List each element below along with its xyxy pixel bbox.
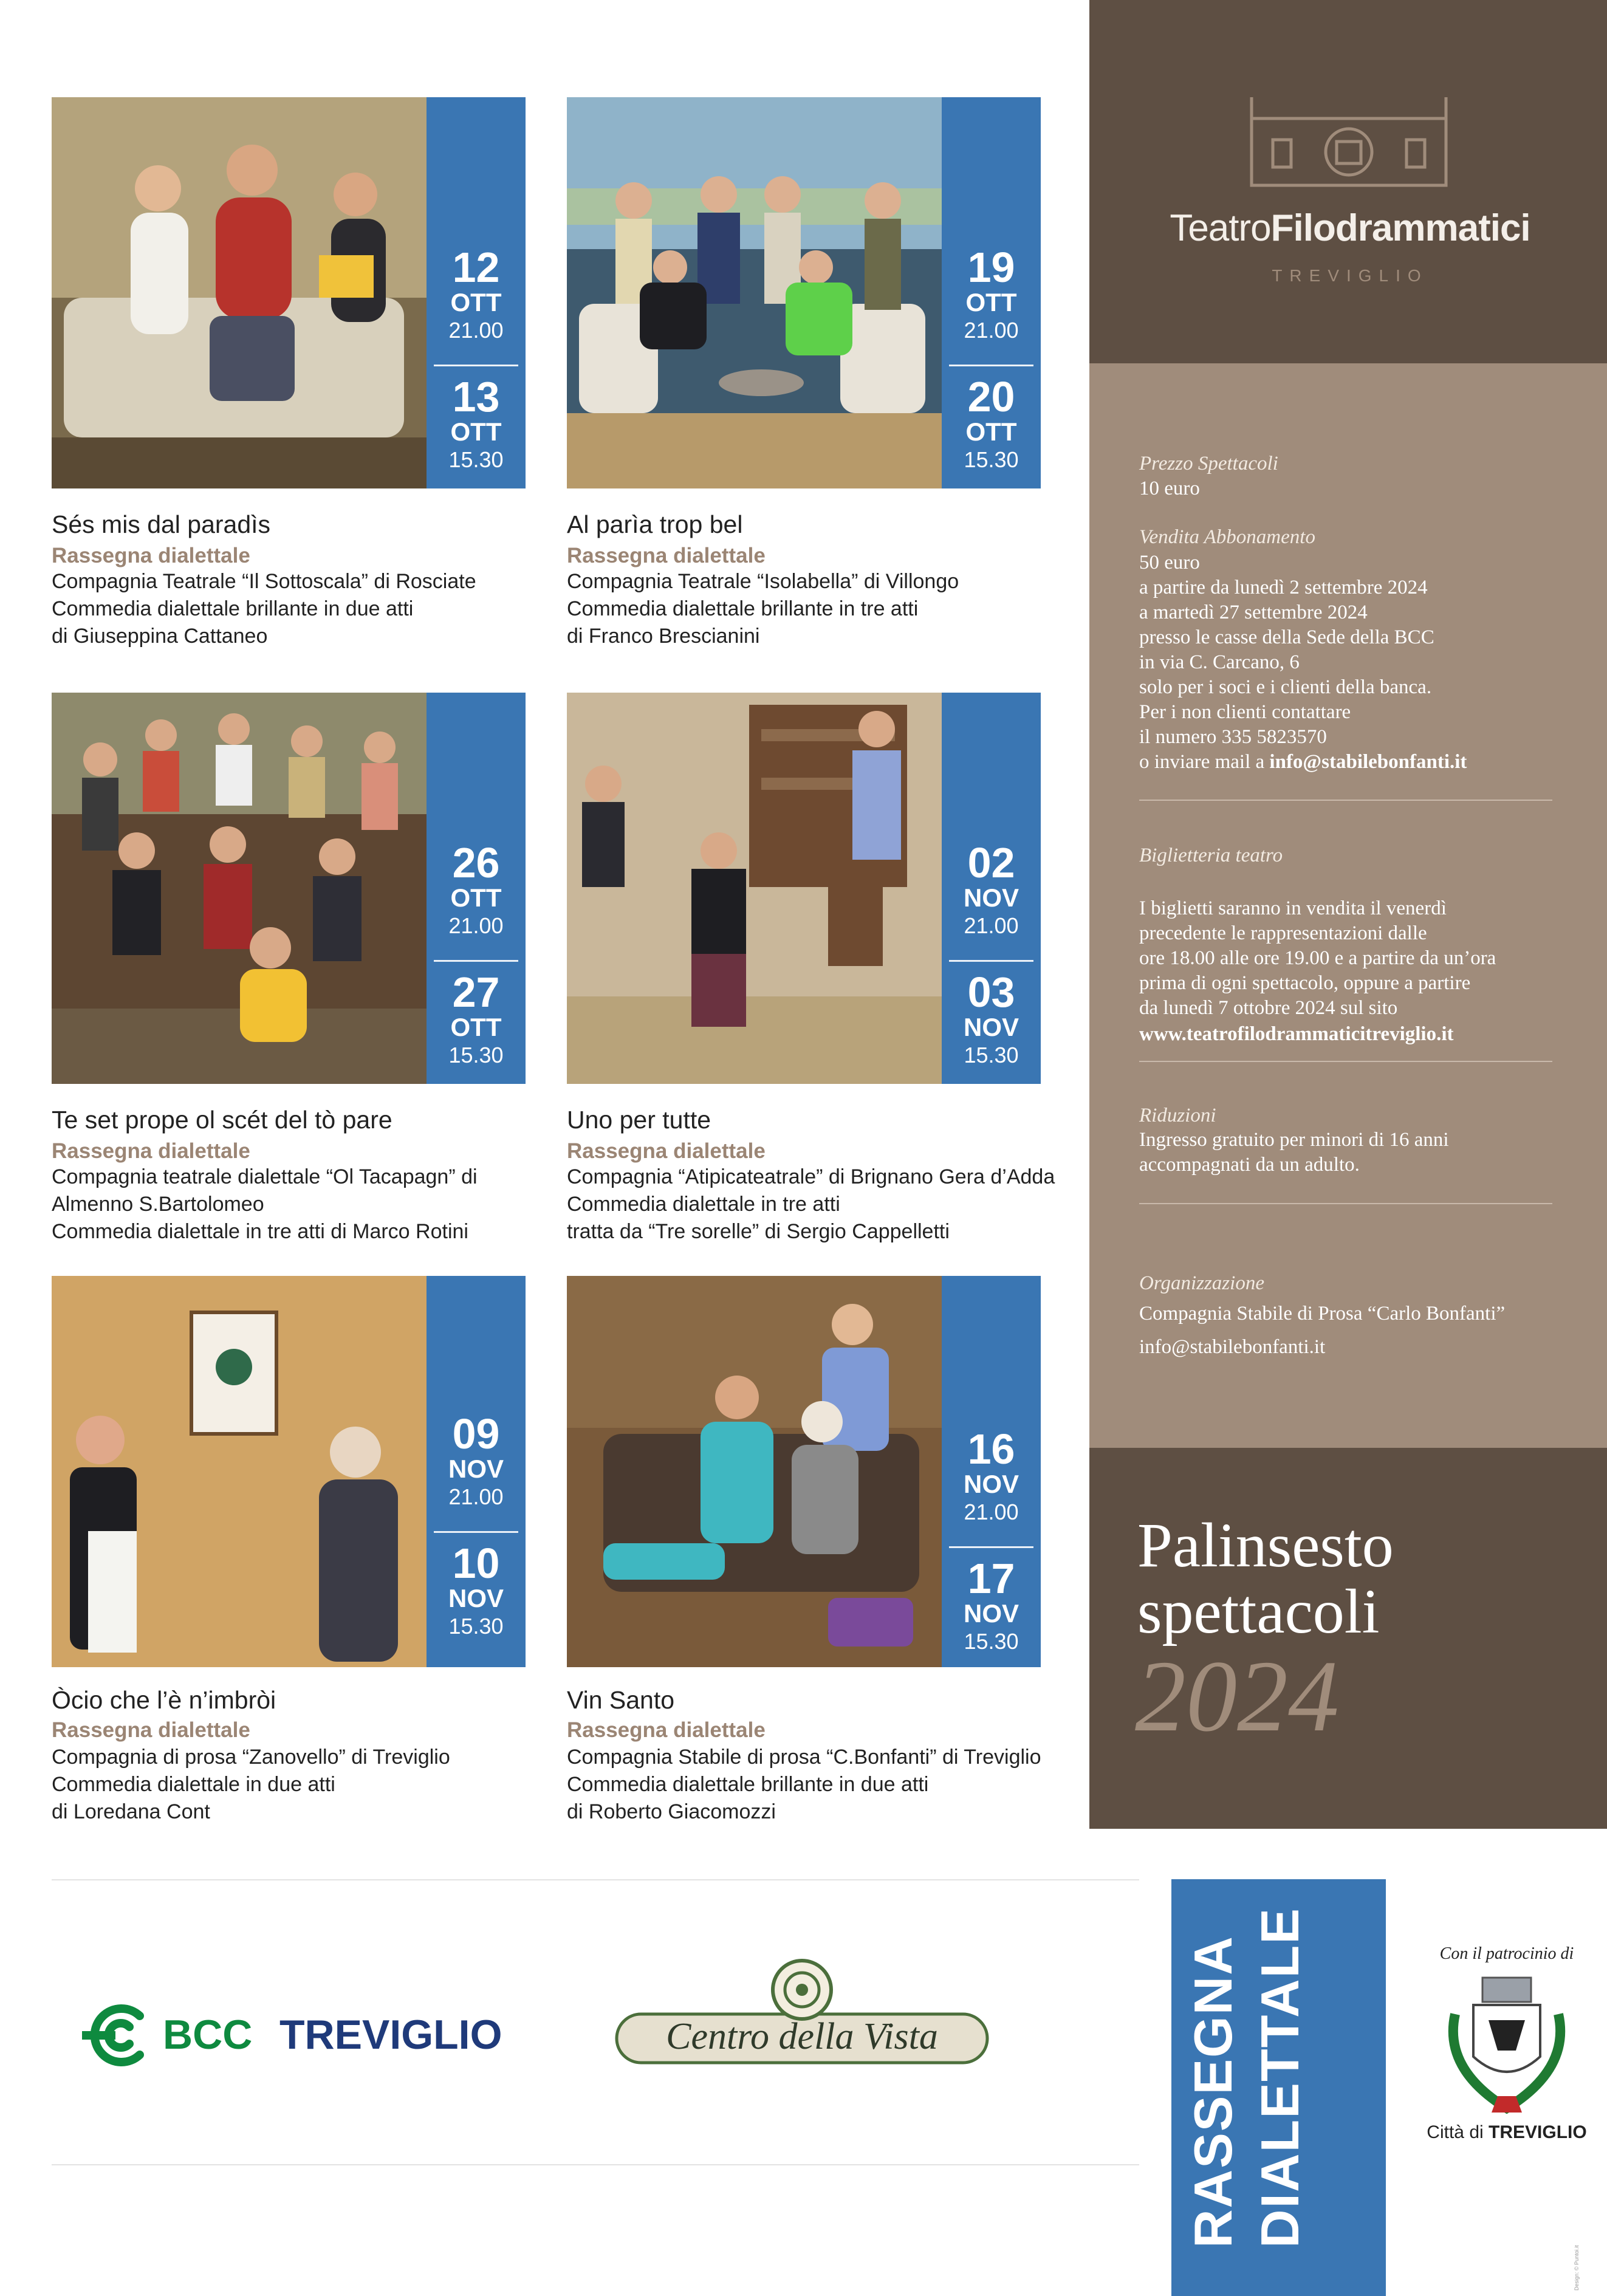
divider bbox=[1139, 800, 1552, 801]
subscription-line: solo per i soci e i clienti della banca. bbox=[1139, 676, 1432, 698]
theatre-name-light: Teatro bbox=[1170, 207, 1271, 249]
reductions-line: accompagnati da un adulto. bbox=[1139, 1154, 1360, 1176]
theatre-name-bold: Filodrammatici bbox=[1270, 207, 1530, 249]
subscription-line: a partire da lunedì 2 settembre 2024 bbox=[1139, 577, 1428, 598]
event-photo bbox=[567, 97, 942, 488]
event-genre: Commedia dialettale brillante in due atti bbox=[52, 597, 414, 620]
event-card[interactable] bbox=[52, 693, 526, 1264]
patronage-city bbox=[1416, 2122, 1598, 2143]
theatre-city: TREVIGLIO bbox=[1272, 266, 1428, 285]
date-time: 21.00 bbox=[448, 318, 504, 343]
event-company: Compagnia “Atipicateatrale” di Brignano Gera d’Adda bbox=[567, 1165, 1055, 1188]
event-company: Compagnia di prosa “Zanovello” di Treviglio bbox=[52, 1746, 450, 1769]
date-day: 03 bbox=[967, 968, 1015, 1016]
event-author: di Roberto Giacomozzi bbox=[567, 1800, 776, 1823]
date-time: 21.00 bbox=[964, 1499, 1019, 1524]
event-category: Rassegna dialettale bbox=[567, 1139, 766, 1163]
date-time: 15.30 bbox=[448, 1043, 504, 1067]
reductions-line: Ingresso gratuito per minori di 16 anni bbox=[1139, 1129, 1449, 1151]
banner-line2: DIALETTALE bbox=[1250, 1907, 1310, 2248]
date-divider bbox=[434, 365, 518, 366]
subscription-line: 50 euro bbox=[1139, 552, 1200, 574]
event-author: di Giuseppina Cattaneo bbox=[52, 625, 268, 648]
banner-line1: RASSEGNA bbox=[1183, 1935, 1243, 2248]
date-day: 12 bbox=[452, 244, 500, 291]
event-author: tratta da “Tre sorelle” di Sergio Cappelletti bbox=[567, 1220, 950, 1243]
box-office-heading: Biglietteria teatro bbox=[1139, 845, 1283, 866]
footer-rule-bottom bbox=[52, 2164, 1139, 2165]
event-title: Uno per tutte bbox=[567, 1106, 711, 1134]
date-day: 10 bbox=[452, 1540, 500, 1587]
date-month: NOV bbox=[963, 883, 1019, 912]
date-time: 15.30 bbox=[964, 447, 1019, 472]
divider bbox=[1139, 1203, 1552, 1204]
date-month: NOV bbox=[448, 1455, 504, 1483]
date-month: NOV bbox=[963, 1013, 1019, 1041]
date-month: NOV bbox=[963, 1470, 1019, 1498]
event-dates bbox=[427, 1276, 526, 1667]
subscription-heading: Vendita Abbonamento bbox=[1139, 526, 1315, 548]
event-company: Compagnia Stabile di prosa “C.Bonfanti” di Treviglio bbox=[567, 1746, 1041, 1769]
organization-name: Compagnia Stabile di Prosa “Carlo Bonfanti” bbox=[1139, 1303, 1506, 1324]
event-photo bbox=[52, 97, 427, 488]
box-office-line: I biglietti saranno in vendita il venerdì bbox=[1139, 897, 1447, 919]
event-author: di Franco Brescianini bbox=[567, 625, 760, 648]
organization-heading: Organizzazione bbox=[1139, 1272, 1264, 1294]
event-card[interactable] bbox=[52, 97, 526, 668]
date-time: 21.00 bbox=[964, 913, 1019, 938]
program-year: 2024 bbox=[1135, 1640, 1339, 1753]
city-coat-of-arms-icon bbox=[1431, 1972, 1583, 2117]
event-company-place: Almenno S.Bartolomeo bbox=[52, 1193, 264, 1216]
subscription-mail-prefix: o inviare mail a bbox=[1139, 751, 1270, 773]
date-time: 15.30 bbox=[448, 1614, 504, 1639]
subscription-line: presso le casse della Sede della BCC bbox=[1139, 626, 1434, 648]
date-divider bbox=[434, 960, 518, 962]
box-office-website-link[interactable]: www.teatrofilodrammaticitreviglio.it bbox=[1139, 1023, 1454, 1045]
event-genre: Commedia dialettale in due atti bbox=[52, 1773, 335, 1796]
event-card[interactable] bbox=[567, 97, 1041, 668]
date-day: 26 bbox=[452, 839, 500, 886]
subscription-line: Per i non clienti contattare bbox=[1139, 701, 1351, 723]
subscription-line: a martedì 27 settembre 2024 bbox=[1139, 601, 1368, 623]
subscription-mail-line bbox=[1139, 750, 1467, 775]
footer-rule-top bbox=[52, 1879, 1139, 1880]
date-divider bbox=[949, 960, 1033, 962]
subscription-line: in via C. Carcano, 6 bbox=[1139, 651, 1300, 673]
date-day: 20 bbox=[967, 373, 1015, 420]
event-category: Rassegna dialettale bbox=[52, 544, 250, 567]
event-dates bbox=[942, 1276, 1041, 1667]
program-title-line1: Palinsesto bbox=[1137, 1510, 1394, 1580]
event-photo bbox=[52, 1276, 427, 1667]
date-time: 21.00 bbox=[448, 913, 504, 938]
date-month: OTT bbox=[450, 883, 502, 912]
organization-email[interactable]: info@stabilebonfanti.it bbox=[1139, 1336, 1326, 1358]
patronage-label: Con il patrocinio di bbox=[1439, 1944, 1574, 1963]
event-title: Vin Santo bbox=[567, 1686, 675, 1714]
event-dates bbox=[427, 693, 526, 1084]
date-divider bbox=[434, 1531, 518, 1533]
event-genre: Commedia dialettale brillante in due atti bbox=[567, 1773, 929, 1796]
event-company: Compagnia Teatrale “Il Sottoscala” di Rosciate bbox=[52, 570, 476, 593]
price-value: 10 euro bbox=[1139, 478, 1200, 499]
date-day: 16 bbox=[967, 1425, 1015, 1473]
date-time: 21.00 bbox=[964, 318, 1019, 343]
date-day: 17 bbox=[967, 1555, 1015, 1602]
box-office-line: precedente le rappresentazioni dalle bbox=[1139, 922, 1427, 944]
event-author: di Loredana Cont bbox=[52, 1800, 210, 1823]
bcc-logo-icon bbox=[82, 1999, 155, 2072]
theatre-name bbox=[1153, 207, 1547, 250]
event-photo bbox=[52, 693, 427, 1084]
event-company: Compagnia Teatrale “Isolabella” di Villongo bbox=[567, 570, 959, 593]
date-month: OTT bbox=[450, 1013, 502, 1041]
event-category: Rassegna dialettale bbox=[52, 1139, 250, 1163]
event-title: Te set prope ol scét del tò pare bbox=[52, 1106, 392, 1134]
box-office-line: ore 18.00 alle ore 19.00 e a partire da un’ora bbox=[1139, 947, 1496, 969]
date-month: OTT bbox=[965, 417, 1017, 446]
date-divider bbox=[949, 365, 1033, 366]
date-month: NOV bbox=[448, 1584, 504, 1612]
event-title: Òcio che l’è n’imbròi bbox=[52, 1686, 276, 1714]
box-office-line: da lunedì 7 ottobre 2024 sul sito bbox=[1139, 997, 1398, 1019]
program-title-line2: spettacoli bbox=[1137, 1577, 1380, 1647]
bcc-logo-text: BCC bbox=[163, 2012, 253, 2058]
design-credit: Design: © Puntoi.it bbox=[1574, 2245, 1580, 2291]
date-month: OTT bbox=[450, 288, 502, 317]
event-genre: Commedia dialettale brillante in tre atti bbox=[567, 597, 919, 620]
event-card[interactable] bbox=[567, 693, 1055, 1264]
reductions-heading: Riduzioni bbox=[1139, 1105, 1216, 1126]
event-card[interactable] bbox=[567, 1276, 1041, 1847]
theatre-building-icon bbox=[1249, 94, 1449, 191]
event-category: Rassegna dialettale bbox=[567, 1718, 766, 1742]
event-card[interactable] bbox=[52, 1276, 526, 1847]
event-photo bbox=[567, 1276, 942, 1667]
date-time: 15.30 bbox=[448, 447, 504, 472]
date-time: 15.30 bbox=[964, 1629, 1019, 1654]
event-dates bbox=[427, 97, 526, 488]
date-day: 02 bbox=[967, 839, 1015, 886]
event-title: Al parìa trop bel bbox=[567, 510, 743, 538]
date-day: 27 bbox=[452, 968, 500, 1016]
event-genre: Commedia dialettale in tre atti bbox=[567, 1193, 840, 1216]
event-photo bbox=[567, 693, 942, 1084]
date-day: 13 bbox=[452, 373, 500, 420]
bcc-treviglio-text: TREVIGLIO bbox=[279, 2012, 502, 2058]
price-heading: Prezzo Spettacoli bbox=[1139, 453, 1278, 475]
date-time: 21.00 bbox=[448, 1484, 504, 1509]
patronage-city-name: TREVIGLIO bbox=[1489, 2122, 1587, 2142]
date-month: OTT bbox=[450, 417, 502, 446]
divider bbox=[1139, 1061, 1552, 1062]
date-month: OTT bbox=[965, 288, 1017, 317]
event-category: Rassegna dialettale bbox=[52, 1718, 250, 1742]
date-day: 19 bbox=[967, 244, 1015, 291]
subscription-phone: il numero 335 5823570 bbox=[1139, 726, 1327, 748]
event-dates bbox=[942, 693, 1041, 1084]
date-time: 15.30 bbox=[964, 1043, 1019, 1067]
date-day: 09 bbox=[452, 1410, 500, 1458]
event-genre: Commedia dialettale in tre atti di Marco Rotini bbox=[52, 1220, 468, 1243]
event-title: Sés mis dal paradìs bbox=[52, 510, 271, 538]
centro-vista-logo-text: Centro della Vista bbox=[666, 2016, 938, 2057]
event-dates bbox=[942, 97, 1041, 488]
event-category: Rassegna dialettale bbox=[567, 544, 766, 567]
subscription-mail-link[interactable]: info@stabilebonfanti.it bbox=[1269, 751, 1467, 773]
box-office-line: prima di ogni spettacolo, oppure a partire bbox=[1139, 972, 1471, 994]
patronage-city-prefix: Città di bbox=[1427, 2122, 1489, 2142]
date-month: NOV bbox=[963, 1599, 1019, 1628]
event-company: Compagnia teatrale dialettale “Ol Tacapagn” di bbox=[52, 1165, 478, 1188]
date-divider bbox=[949, 1546, 1033, 1548]
